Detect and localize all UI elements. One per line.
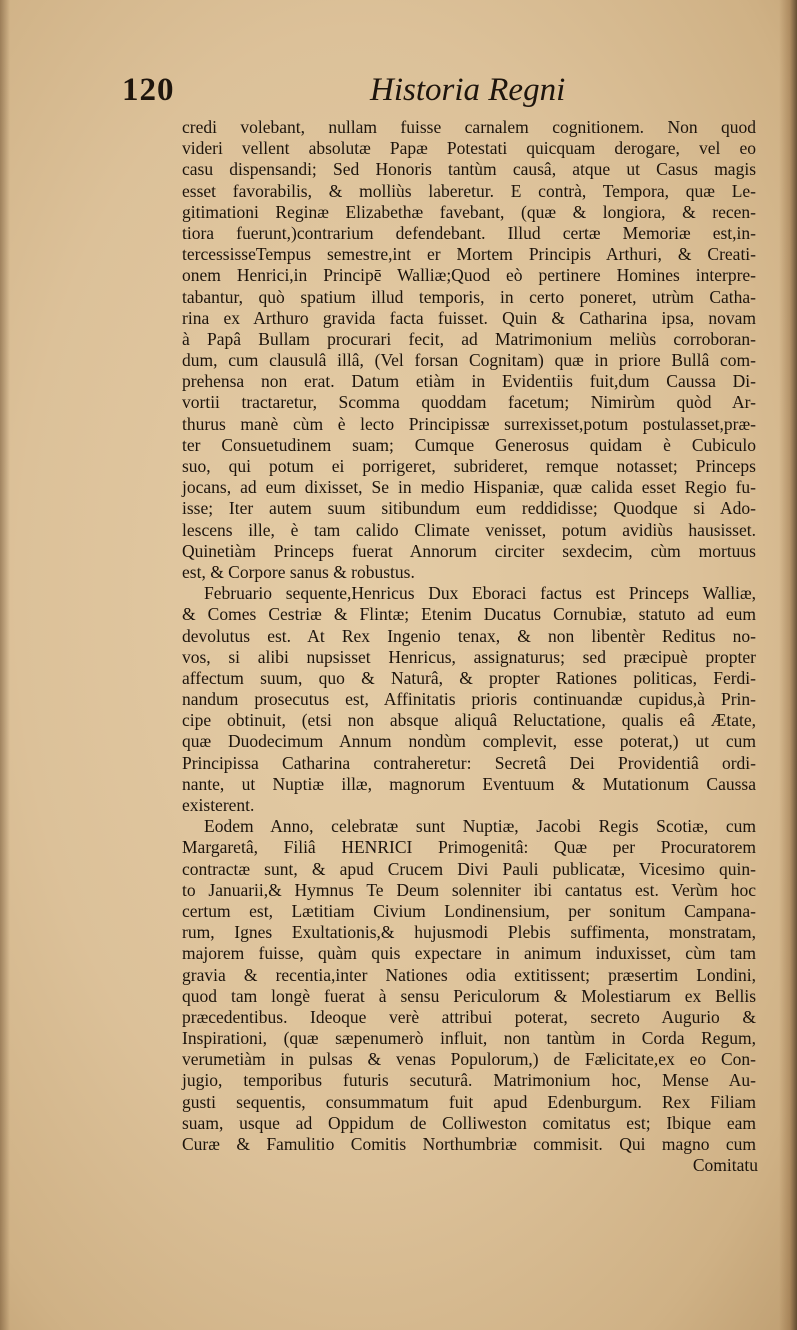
text-line: cipe obtinuit, (etsi non absque aliquâ Reluctatione, qualis eâ Ætate, (182, 710, 756, 731)
text-line: Inspirationi, (quæ sæpenumerò influit, non tantùm in Corda Regum, (182, 1028, 756, 1049)
text-line: gusti sequentis, consummatum fuit apud Edenburgum. Rex Filiam (182, 1091, 756, 1112)
text-line: Principissa Catharina contraheretur: Secretâ Dei Providentiâ ordi- (182, 752, 756, 773)
text-line: Februario sequente,Henricus Dux Eboraci factus est Princeps Walliæ, (204, 583, 756, 604)
text-line: contractæ sunt, & apud Crucem Divi Pauli publicatæ, Vicesimo quin- (182, 858, 756, 879)
text-line: vos, si alibi nupsisset Henricus, assignaturus; sed præcipuè propter (182, 646, 756, 667)
text-line: Margaretâ, Filiâ HENRICI Primogenitâ: Quæ per Procuratorem (182, 837, 756, 858)
text-line: devolutus est. At Rex Ingenio tenax, & non libentèr Reditus no- (182, 625, 756, 646)
catchword: Comitatu (692, 1155, 758, 1176)
text-line: onem Henrici,in Principē Walliæ;Quod eò pertinere Homines interpre- (182, 265, 756, 286)
text-line: dum, cum clausulâ illâ, (Vel forsan Cognitam) quæ in priore Bullâ com- (182, 350, 756, 371)
text-line: jocans, ad eum dixisset, Se in medio Hispaniæ, quæ calida esset Regio fu- (182, 477, 756, 498)
running-title: Historia Regni (370, 72, 566, 108)
text-line: nante, ut Nuptiæ illæ, magnorum Eventuum & Mutationum Caussa (182, 773, 756, 794)
text-line: prehensa non erat. Datum etiàm in Evidentiis fuit,dum Caussa Di- (182, 371, 756, 392)
text-line: Quinetiàm Princeps fuerat Annorum circiter sexdecim, cùm mortuus (182, 540, 756, 561)
text-line: tabantur, quò spatium illud temporis, in certo poneret, utrùm Catha- (182, 286, 756, 307)
text-line: gravia & recentia,inter Nationes odia extitissent; præsertim Londini, (182, 964, 756, 985)
text-line: isse; Iter autem suum sitibundum eum reddidisse; Quodque si Ado- (182, 498, 756, 519)
text-line: suam, usque ad Oppidum de Colliweston comitatus est; Ibique eam (182, 1112, 756, 1133)
page-number: 120 (122, 72, 175, 108)
text-line: est, & Corpore sanus & robustus. (182, 561, 415, 582)
catchword-line (182, 1155, 756, 1176)
text-block (182, 117, 756, 1176)
text-line: ter Consuetudinem suam; Cumque Generosus quidam è Cubiculo (182, 434, 756, 455)
text-line: & Comes Cestriæ & Flintæ; Etenim Ducatus Cornubiæ, statuto ad eum (182, 604, 756, 625)
text-line: suo, qui potum ei porrigeret, subrideret, remque notasset; Princeps (182, 456, 756, 476)
page-shadow-right (779, 0, 797, 1330)
text-line: quod tam longè fuerat à sensu Periculorum & Molestiarum ex Bellis (182, 985, 756, 1006)
text-line: thurus manè cùm è lecto Principissæ surrexisset,potum postulasset,præ- (182, 413, 756, 434)
text-line: rina ex Arthuro gravida facta fuisset. Quin & Catharina ipsa, novam (182, 307, 756, 328)
text-line: lescens ille, è tam calido Climate venisset, potum avidiùs hausisset. (182, 519, 756, 540)
text-line: existerent. (182, 795, 255, 815)
text-line: certum est, Lætitiam Civium Londinensium, per sonitum Campana- (182, 900, 756, 921)
text-line: jugio, temporibus futuris secuturâ. Matrimonium hoc, Mense Au- (182, 1070, 756, 1091)
text-line: casu dispensandi; Sed Honoris tantùm causâ, atque ut Casus magis (182, 159, 756, 180)
text-line: majorem fuisse, quàm quis expectare in animum induxisset, cùm tam (182, 943, 756, 964)
text-line: vortii tractaretur, Scomma quoddam facetum; Nimirùm quòd Ar- (182, 392, 756, 413)
text-line: Eodem Anno, celebratæ sunt Nuptiæ, Jacobi Regis Scotiæ, cum (204, 816, 756, 837)
text-line: tercessisseTempus semestre,int er Mortem Principis Arthuri, & Creati- (182, 244, 756, 265)
text-line: to Januarii,& Hymnus Te Deum solenniter ibi cantatus est. Verùm hoc (182, 879, 756, 900)
text-line: videri vellent absolutæ Papæ Potestati quicquam derogare, vel eo (182, 138, 756, 159)
text-line: nandum prosecutus est, Affinitatis prioris continuandæ cupidus,à Prin- (182, 689, 756, 710)
text-line: affectum suum, quo & Naturâ, & propter Rationes politicas, Ferdi- (182, 667, 756, 688)
text-line: verumetiàm in pulsas & venas Populorum,) de Fælicitate,ex eo Con- (182, 1049, 756, 1070)
text-line: credi volebant, nullam fuisse carnalem cognitionem. Non quod (182, 117, 756, 137)
text-line: tiora fuerunt,)contrarium defendebant. Illud certæ Memoriæ est,in- (182, 222, 756, 243)
text-line: rum, Ignes Exultationis,& hujusmodi Plebis suffimenta, monstratam, (182, 922, 756, 943)
text-line: præcedentibus. Ideoque verè attribui poterat, secreto Augurio & (182, 1006, 756, 1027)
page-shadow-left (0, 0, 10, 1330)
text-line: gitimationi Reginæ Elizabethæ favebant, (quæ & longiora, & recen- (182, 201, 756, 222)
text-line: Curæ & Famulitio Comitis Northumbriæ commisit. Qui magno cum (182, 1134, 756, 1154)
text-line: esset favorabilis, & molliùs laberetur. E contrà, Tempora, quæ Le- (182, 180, 756, 201)
text-line: quæ Duodecimum Annum nondùm complevit, esse poterat,) ut cum (182, 731, 756, 752)
page-header (0, 72, 797, 122)
text-line: à Papâ Bullam procurari fecit, ad Matrimonium meliùs corroboran- (182, 328, 756, 349)
